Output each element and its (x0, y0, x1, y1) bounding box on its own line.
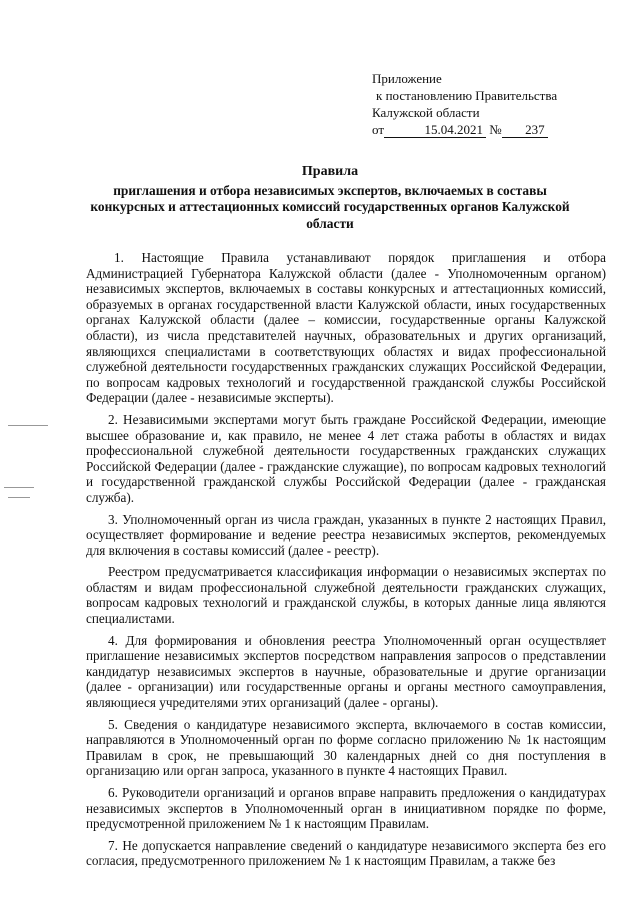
paragraph-7: 7. Не допускается направление сведений о кандидатуре независимого эксперта без его согласия, предусмотренного приложением № 1 к настоящим Правилам, а также без (86, 837, 606, 869)
number-field: 237 (502, 123, 548, 138)
document-title (90, 164, 570, 232)
appendix-region: Калужской области (372, 105, 480, 120)
appendix-date-line (372, 121, 612, 138)
paragraph-3: 3. Уполномоченный орган из числа граждан, указанных в пункте 2 настоящих Правил, осуществляет формирование и ведение реестра независимых экспертов, рекомендуемых для включения в составы комиссий (далее - реестр). (86, 511, 606, 558)
scan-artifact (8, 497, 30, 498)
title-line-1: приглашения и отбора независимых экспертов, включаемых в составы (113, 182, 547, 198)
scan-artifact (8, 425, 48, 426)
paragraph-4: 4. Для формирования и обновления реестра Уполномоченный орган осуществляет приглашение независимых экспертов посредством направления запросов о представлении кандидатур независимых экспертов в научные, образовательные и другие организации (далее - организации) или государственные органы и органы местного самоуправления, являющиеся учредителями этих организаций (далее - органы). (86, 632, 606, 711)
title-line-2: конкурсных и аттестационных комиссий государственных органов Калужской (90, 199, 570, 214)
paragraph-1: 1. Настоящие Правила устанавливают порядок приглашения и отбора Администрацией Губернатора Калужской области (далее - Уполномоченным органом) независимых экспертов, включаемых в составы конкурсных и аттестационных комиссий, образуемых в органах государственной власти Калужской области, иных государственных органах Калужской области (далее – комиссии, государственные органы Калужской области), из числа представителей научных, образовательных и других организаций, являющихся специалистами в соответствующих областях и видах профессиональной служебной деятельности государственных гражданских служащих Российской Федерации, по вопросам кадровых технологий и государственной гражданской службы Российской Федерации (далее - независимые эксперты). (86, 250, 606, 406)
paragraph-5: 5. Сведения о кандидатуре независимого эксперта, включаемого в состав комиссии, направляются в Уполномоченный орган по форме согласно приложению № 1к настоящим Правилам в срок, не превышающий 30 календарных дней со дня поступления в организацию или орган запроса, указанного в пункте 4 настоящих Правил. (86, 716, 606, 779)
paragraph-6: 6. Руководители организаций и органов вправе направить предложения о кандидатурах независимых экспертов в Уполномоченный орган в инициативном порядке по форме, предусмотренной приложением № 1 к настоящим Правилам. (86, 785, 606, 832)
appendix-block (372, 70, 612, 138)
paragraph-3-registry: Реестром предусматривается классификация информации о независимых экспертах по областям и видам профессиональной служебной деятельности гражданских служащих, вопросам кадровых технологий и гражданской службы, в которых данные лица являются специалистами. (86, 564, 606, 627)
appendix-resolution: к постановлению Правительства (376, 88, 558, 103)
number-prefix: № (489, 122, 502, 137)
scan-artifact (4, 487, 34, 488)
title-heading: Правила (301, 164, 359, 179)
title-line-3: области (306, 215, 354, 231)
date-prefix: от (372, 122, 385, 137)
paragraph-2: 2. Независимыми экспертами могут быть граждане Российской Федерации, имеющие высшее образование и, как правило, не менее 4 лет стажа работы в областях и видах профессиональной служебной деятельности государственных гражданских служащих Российской Федерации (далее - гражданские служащие), по вопросам кадровых технологий и государственной гражданской службы Российской Федерации (далее - гражданская служба). (86, 411, 606, 505)
date-field: 15.04.2021 (384, 123, 486, 138)
appendix-label: Приложение (372, 71, 442, 86)
document-body (86, 250, 606, 875)
